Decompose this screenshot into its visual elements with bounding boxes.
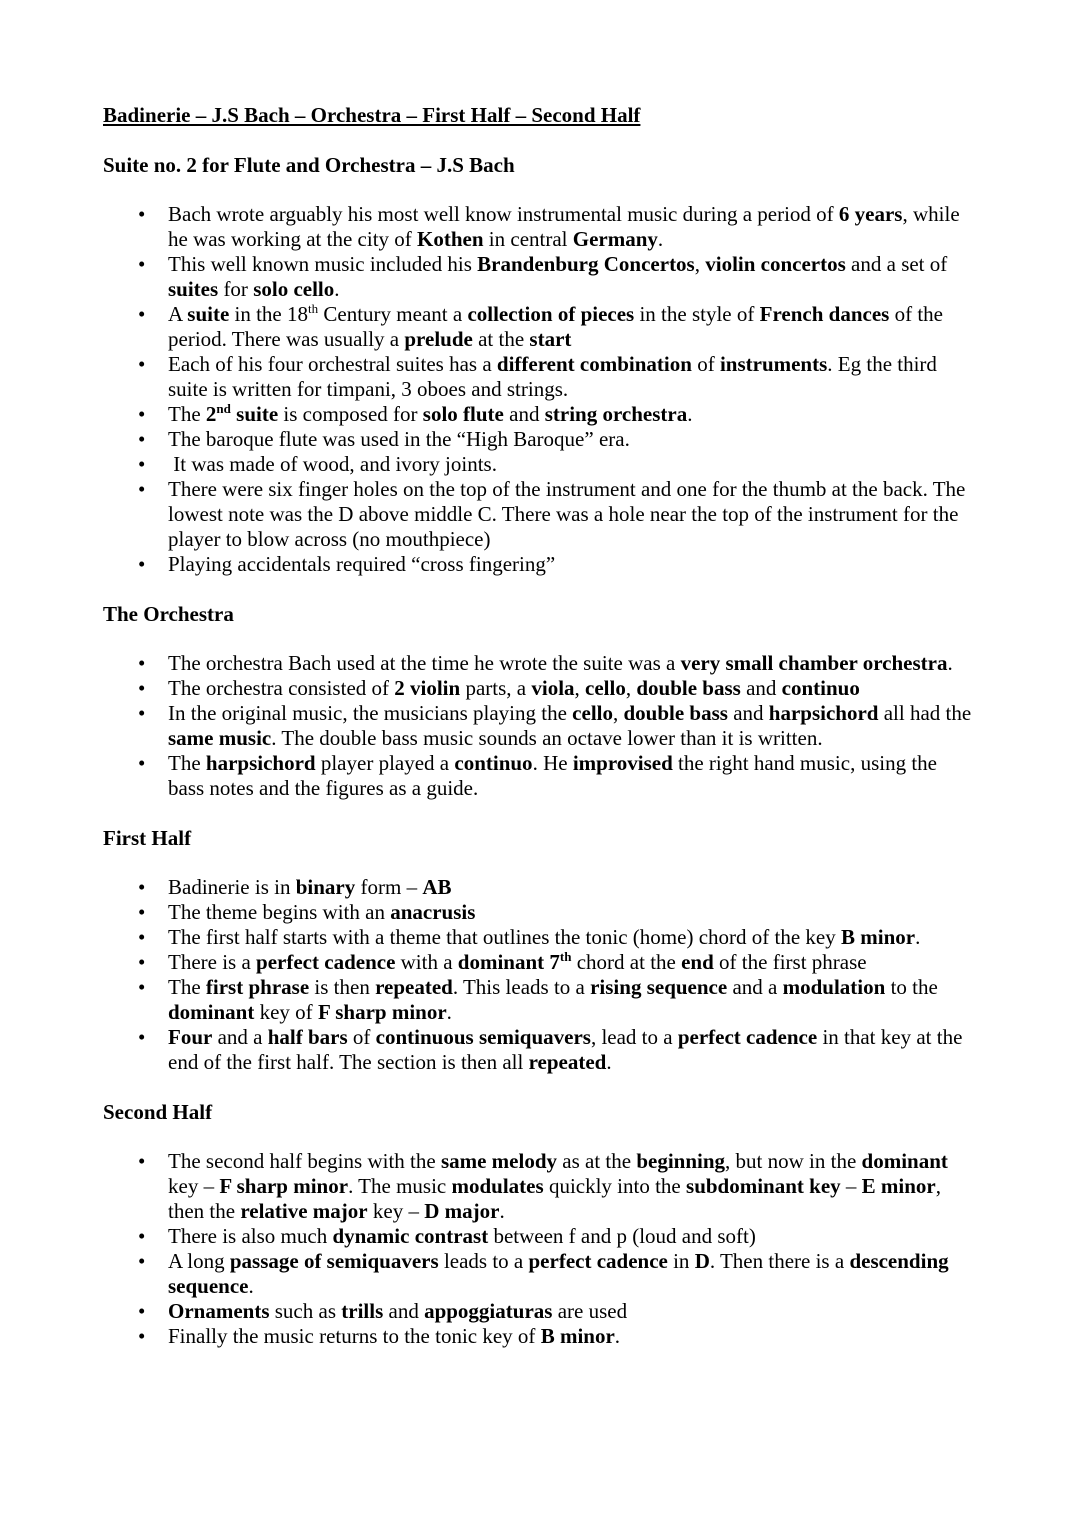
bullet-item [103,1025,978,1075]
text-segment: The baroque flute was used in the “High Baroque” era. [168,427,630,451]
text-segment: form – [355,875,423,899]
text-segment: cello [572,701,613,725]
bullet-item [103,252,978,302]
text-segment: different combination [496,352,692,376]
text-segment: quickly into the [543,1174,687,1198]
bullet-item [103,352,978,402]
text-segment: descending sequence [168,1249,954,1298]
text-segment: string orchestra [544,402,688,426]
text-segment: , then the [168,1174,947,1223]
text-segment: The first half starts with a theme that outlines the tonic (home) chord of the key [168,925,841,949]
text-segment: Badinerie is in [168,875,296,899]
bullet-item [103,950,978,975]
text-segment: same melody [440,1149,558,1173]
text-segment: end [681,950,714,974]
text-segment: suite [187,302,230,326]
text-segment: start [529,327,572,351]
text-segment: The [168,402,206,426]
text-segment: Finally the music returns to the tonic key of [168,1324,541,1348]
bullet-item [103,552,978,577]
bullet-item [103,975,978,1025]
text-segment: relative major [240,1199,368,1223]
text-segment: first phrase [205,975,310,999]
text-segment: are used [552,1299,628,1323]
text-segment: continuous semiquavers [375,1025,591,1049]
text-segment: instruments [719,352,828,376]
text-segment: repeated [528,1050,607,1074]
bullet-list [103,202,978,577]
bullet-item [103,1299,978,1324]
section-heading: Second Half [103,1100,213,1124]
text-segment: AB [422,875,452,899]
text-segment: , while he was working at the city of [168,202,965,251]
document-sections [103,202,978,1349]
bullet-list [103,875,978,1075]
text-segment: of the first phrase [713,950,867,974]
text-segment: A long [168,1249,230,1273]
text-segment: – [840,1174,862,1198]
text-segment: violin concertos [705,252,846,276]
text-segment: and a [727,975,783,999]
bullet-item [103,925,978,950]
text-segment: Bach wrote arguably his most well know instrumental music during a period of [168,202,839,226]
text-segment: There were six finger holes on the top of the instrument and one for the thumb at the back. The lowest note was the D above middle C. There was a hole near the top of the instrument for the player to blow across (no mouthpiece) [168,477,971,551]
text-segment: B minor [540,1324,615,1348]
bullet-item [103,875,978,900]
document-subtitle: Suite no. 2 for Flute and Orchestra – J.S Bach [103,153,515,177]
section-heading: The Orchestra [103,602,234,626]
text-segment: th [308,301,319,316]
text-segment: at the [472,327,530,351]
bullet-item [103,302,978,352]
bullet-list [103,1149,978,1349]
text-segment: between f and p (loud and soft) [488,1224,756,1248]
text-segment: in the style of [634,302,760,326]
text-segment: D major [424,1199,500,1223]
text-segment: suites [168,277,219,301]
text-segment: continuo [454,751,533,775]
text-segment: The orchestra Bach used at the time he wrote the suite was a [168,651,681,675]
text-segment: all had the [878,701,977,725]
text-segment: , [625,676,637,700]
text-segment: collection of pieces [467,302,635,326]
text-segment: F sharp minor [219,1174,349,1198]
text-segment: is then [309,975,376,999]
text-segment: for [218,277,254,301]
text-segment: with a [395,950,458,974]
text-segment: double bass [636,676,741,700]
text-segment: and a [212,1025,268,1049]
bullet-item [103,651,978,676]
text-segment: and [503,402,545,426]
text-segment: Century meant a [318,302,468,326]
text-segment: . Eg the third suite is written for timpani, 3 oboes and strings. [168,352,943,401]
bullet-item [103,1324,978,1349]
text-segment: half bars [267,1025,348,1049]
text-segment: . [334,277,340,301]
text-segment: This well known music included his [168,252,478,276]
bullet-item [103,676,978,701]
text-segment: improvised [572,751,673,775]
bullet-item [103,701,978,751]
text-segment: 6 years [838,202,903,226]
text-segment: Playing accidentals required “cross fingering” [168,552,556,576]
text-segment: . [248,1274,254,1298]
section-heading: First Half [103,826,192,850]
text-segment: and [383,1299,425,1323]
text-segment: , [612,701,624,725]
text-segment: E minor [861,1174,936,1198]
text-segment: of [691,352,720,376]
text-segment: . This leads to a [452,975,591,999]
text-segment: in [667,1249,695,1273]
bullet-item [103,900,978,925]
bullet-item [103,452,978,477]
text-segment: In the original music, the musicians playing the [168,701,573,725]
text-segment: cello [585,676,626,700]
text-segment: of [347,1025,376,1049]
text-segment: There is a [168,950,257,974]
text-segment: Four [168,1025,213,1049]
text-segment: The [168,751,206,775]
text-segment: leads to a [438,1249,529,1273]
text-segment: Germany [572,227,658,251]
text-segment: such as [269,1299,342,1323]
text-segment: The theme begins with an [168,900,391,924]
text-segment: . [499,1199,505,1223]
text-segment: th [559,949,572,964]
text-segment: , but now in the [725,1149,862,1173]
text-segment: trills [341,1299,384,1323]
text-segment: of the period. There was usually a [168,302,949,351]
bullet-item [103,477,978,552]
text-segment: nd [216,401,231,416]
text-segment: . Then there is a [709,1249,850,1273]
text-segment: There is also much [168,1224,333,1248]
text-segment: and [727,701,769,725]
text-segment: key of [254,1000,318,1024]
text-segment: . The music [348,1174,452,1198]
bullet-item [103,751,978,801]
text-segment: parts, a [460,676,532,700]
text-segment: chord at the [571,950,682,974]
text-segment: solo cello [253,277,335,301]
bullet-item [103,1224,978,1249]
text-segment: key – [367,1199,425,1223]
text-segment: 2 [205,402,217,426]
bullet-list [103,651,978,801]
text-segment: The second half begins with the [168,1149,441,1173]
text-segment: the right hand music, using the bass notes and the figures as a guide. [168,751,943,800]
text-segment: as at the [557,1149,637,1173]
text-segment: and a set of [845,252,953,276]
text-segment: F sharp minor [317,1000,447,1024]
text-segment: double bass [623,701,728,725]
text-segment: in the 18 [229,302,309,326]
text-segment: French dances [759,302,890,326]
text-segment: perfect cadence [677,1025,818,1049]
text-segment: dynamic contrast [332,1224,489,1248]
text-segment: suite [230,402,279,426]
text-segment: D [694,1249,710,1273]
bullet-item [103,1249,978,1299]
text-segment: . The double bass music sounds an octave lower than it is written. [271,726,823,750]
text-segment: repeated [375,975,453,999]
document-title: Badinerie – J.S Bach – Orchestra – First Half – Second Half [103,103,641,127]
text-segment: very small chamber orchestra [680,651,948,675]
text-segment: dominant [168,1000,255,1024]
text-segment: binary [295,875,356,899]
text-segment: harpsichord [205,751,316,775]
text-segment: . [915,925,921,949]
bullet-item [103,202,978,252]
text-segment: dominant [861,1149,948,1173]
text-segment: . [657,227,664,251]
text-segment: . [446,1000,452,1024]
text-segment: rising sequence [590,975,728,999]
text-segment: prelude [404,327,473,351]
bullet-item [103,1149,978,1224]
text-segment: . [606,1050,612,1074]
text-segment: solo flute [422,402,504,426]
text-segment: It was made of wood, and ivory joints. [168,452,497,476]
text-segment: appoggiaturas [424,1299,553,1323]
text-segment: , [574,676,586,700]
text-segment: . [614,1324,621,1348]
text-segment: to the [885,975,944,999]
text-segment: beginning [636,1149,726,1173]
text-segment: perfect cadence [528,1249,668,1273]
text-segment: Each of his four orchestral suites has a [168,352,497,376]
bullet-item [103,402,978,427]
text-segment: player played a [315,751,455,775]
text-segment: passage of semiquavers [229,1249,439,1273]
text-segment: Brandenburg Concertos [477,252,695,276]
text-segment: The orchestra consisted of [168,676,395,700]
text-segment: perfect cadence [256,950,396,974]
text-segment: continuo [781,676,860,700]
text-segment: B minor [840,925,916,949]
text-segment: is composed for [278,402,423,426]
text-segment: . He [532,751,573,775]
text-segment: dominant 7 [457,950,560,974]
text-segment: . [687,402,693,426]
text-segment: anacrusis [390,900,476,924]
text-segment: in that key at the end of the first half. The section is then all [168,1025,968,1074]
text-segment: The [168,975,206,999]
text-segment: harpsichord [768,701,879,725]
text-segment: 2 violin [394,676,461,700]
text-segment: viola [531,676,575,700]
text-segment: , lead to a [590,1025,678,1049]
bullet-item [103,427,978,452]
text-segment: same music [168,726,272,750]
text-segment: key – [168,1149,954,1198]
text-segment: , [694,252,706,276]
text-segment: modulates [451,1174,544,1198]
text-segment: Kothen [417,227,484,251]
text-segment: and [740,676,782,700]
text-segment: Ornaments [168,1299,270,1323]
text-segment: subdominant key [686,1174,841,1198]
text-segment: in central [483,227,573,251]
text-segment: . [947,651,953,675]
text-segment: A [168,302,188,326]
text-segment: modulation [782,975,886,999]
